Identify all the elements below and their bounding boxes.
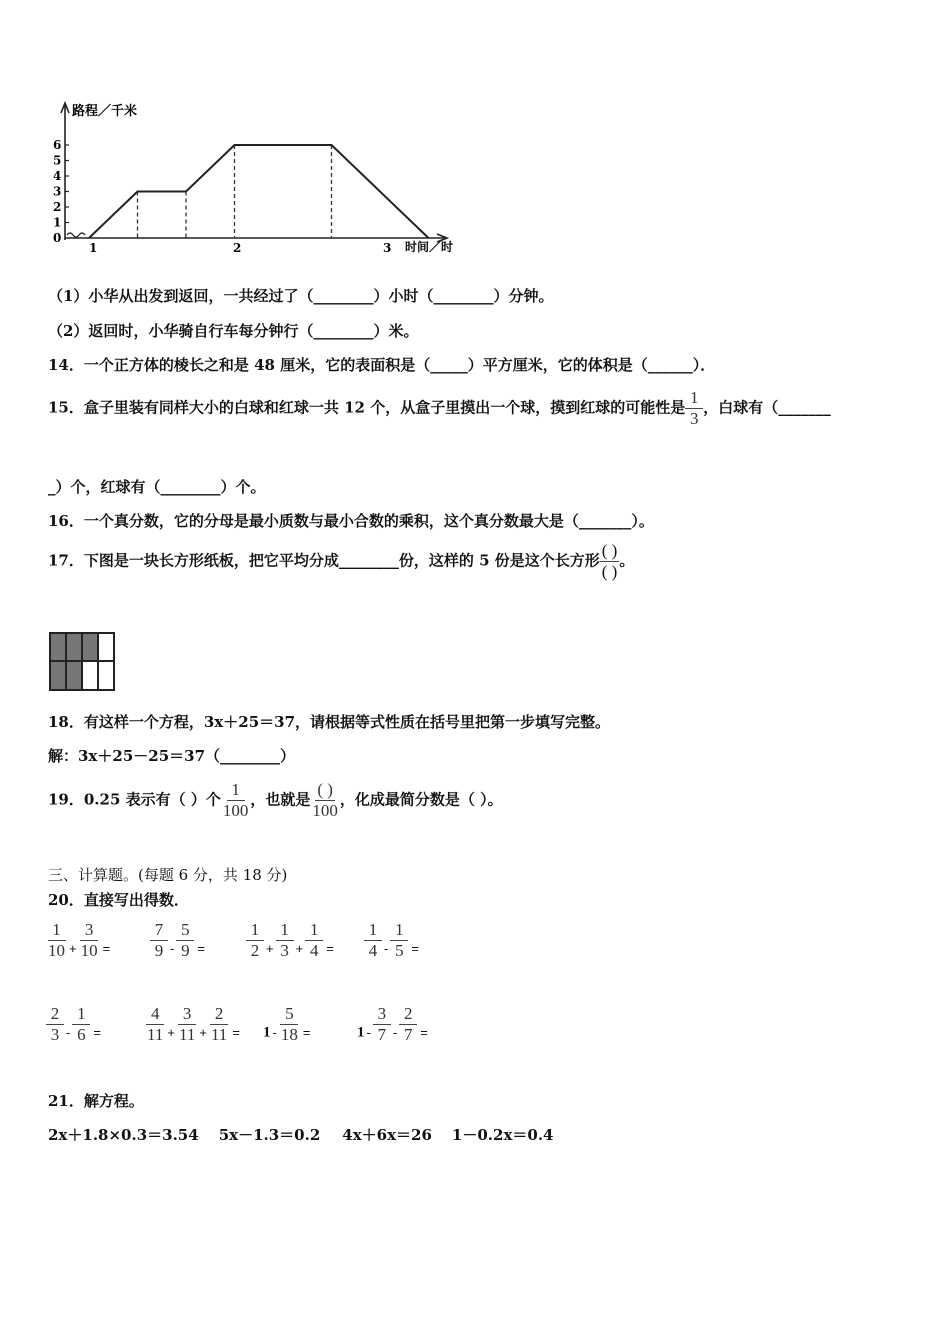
calc-den: 9 (154, 941, 164, 960)
q17-frac-num: ( ) (601, 541, 618, 560)
calc-op: - (272, 1024, 277, 1040)
calc-num: 2 (46, 1004, 64, 1025)
calc-num: 1 (246, 920, 264, 941)
q19-f1-den: 100 (222, 801, 249, 820)
q19-f2-den: 100 (312, 801, 338, 820)
rectangle-grid (49, 632, 117, 692)
q19-fraction-2 (310, 780, 340, 821)
x-axis-label: 时间／时 (405, 240, 454, 254)
calc-fraction (145, 1004, 165, 1045)
q19-text-b: ，也就是 (250, 790, 311, 809)
calc-op: - (366, 1024, 371, 1040)
y-tick-label: 5 (53, 153, 62, 168)
calc-den: 7 (403, 1025, 413, 1044)
y-tick-label: 3 (53, 184, 62, 199)
calc-den: 11 (210, 1025, 228, 1044)
calc-fraction (72, 1004, 90, 1045)
calc-num: 1 (72, 1004, 90, 1025)
q18-answer: 解：3x＋25－25＝37（________） (48, 747, 296, 765)
calc-op: + (167, 1024, 175, 1040)
section3-title: 三、计算题。(每题 6 分，共 18 分) (48, 866, 288, 884)
calc-fraction (209, 1004, 229, 1045)
calc-fraction (276, 920, 294, 961)
q21-text: 21．解方程。 (48, 1092, 144, 1110)
calc-item (357, 1004, 428, 1045)
distance-time-graph (40, 95, 480, 260)
calc-num: 5 (176, 920, 194, 941)
q19-text-c: ，化成最简分数是（ ）。 (339, 790, 503, 809)
calc-fraction (177, 1004, 197, 1045)
calc-lead: 1 (263, 1024, 271, 1041)
q19-text-a: 19．0.25 表示有（ ）个 (48, 790, 221, 809)
calc-den: 18 (280, 1025, 298, 1044)
calc-op: + (69, 940, 77, 956)
calc-den: 10 (48, 941, 65, 960)
calc-fraction (279, 1004, 300, 1045)
calc-fraction (399, 1004, 417, 1045)
calc-num: 1 (305, 920, 323, 941)
calc-den: 4 (368, 941, 378, 960)
calc-item (263, 1004, 310, 1045)
distance-line (89, 145, 429, 238)
calc-fraction (364, 920, 382, 961)
calc-fraction (373, 1004, 391, 1045)
calc-item (364, 920, 419, 961)
calc-fraction (46, 920, 67, 961)
calc-fraction (305, 920, 323, 961)
calc-lead: 1 (357, 1024, 365, 1041)
calc-num: 3 (80, 920, 98, 941)
y-tick-label: 1 (53, 215, 62, 230)
calc-fraction (176, 920, 194, 961)
q15-frac-den: 3 (689, 409, 699, 428)
calc-den: 6 (77, 1025, 86, 1044)
calc-fraction (390, 920, 408, 961)
y-tick-label: 4 (53, 169, 62, 183)
calc-den: 10 (80, 941, 98, 960)
calc-equals: = (197, 940, 205, 956)
calc-item (46, 920, 110, 961)
calc-den: 3 (280, 941, 289, 960)
calc-den: 5 (395, 941, 404, 960)
q17-end: 。 (619, 551, 635, 570)
q17-text: 17．下图是一块长方形纸板，把它平均分成________份，这样的 5 份是这个长方形 (48, 551, 600, 570)
q15 (48, 388, 831, 429)
calc-den: 2 (250, 941, 260, 960)
axis-break (67, 233, 85, 237)
calc-den: 11 (147, 1025, 164, 1044)
q21-eq-2: 5x－1.3＝0.2 (218, 1126, 321, 1144)
q15-line2: _）个，红球有（________）个。 (48, 478, 266, 496)
calc-den: 9 (181, 941, 190, 960)
calc-num: 7 (150, 920, 168, 941)
calc-num: 4 (146, 1004, 164, 1025)
calc-num: 5 (280, 1004, 298, 1025)
calc-item (46, 1004, 101, 1045)
q18-text: 18．有这样一个方程，3x＋25＝37，请根据等式性质在括号里把第一步填写完整。 (48, 713, 611, 731)
calc-item (145, 1004, 240, 1045)
x-tick-label: 2 (233, 241, 242, 255)
q15-frac-num: 1 (685, 388, 703, 409)
q19-fraction-1 (221, 780, 251, 821)
q17-frac-den: ( ) (601, 562, 618, 581)
origin-label: 0 (53, 231, 62, 245)
calc-den: 3 (50, 1025, 60, 1044)
calc-fraction (246, 920, 264, 961)
calc-op: + (295, 940, 304, 956)
calc-den: 7 (377, 1025, 387, 1044)
calc-equals: = (326, 940, 334, 956)
calc-num: 3 (373, 1004, 391, 1025)
calc-fraction (46, 1004, 64, 1045)
calc-equals: = (232, 1024, 240, 1040)
y-tick-label: 2 (53, 200, 62, 214)
q15-text-a: 15．盒子里装有同样大小的白球和红球一共 12 个，从盒子里摸出一个球，摸到红球的可能性是 (48, 398, 686, 417)
calc-den: 4 (309, 941, 319, 960)
calc-num: 1 (276, 920, 294, 941)
q21-eq-1: 2x＋1.8×0.3＝3.54 (48, 1126, 199, 1144)
y-tick-label: 6 (53, 138, 62, 152)
q19-f1-num: 1 (227, 780, 245, 801)
calc-op: - (66, 1024, 71, 1040)
calc-op: - (384, 940, 389, 956)
q13-part1: （1）小华从出发到返回，一共经过了（________）小时（________）分钟。 (48, 287, 554, 305)
calc-num: 2 (210, 1004, 228, 1025)
q14-text: 14．一个正方体的棱长之和是 48 厘米，它的表面积是（_____）平方厘米，它的体积是（______）． (48, 356, 716, 374)
calc-item (246, 920, 334, 961)
calc-equals: = (411, 940, 419, 956)
calc-num: 1 (48, 920, 66, 941)
q21-equations (48, 1124, 553, 1145)
calc-op: - (170, 940, 175, 956)
calc-item (150, 920, 205, 961)
q17 (48, 541, 634, 582)
calc-equals: = (102, 940, 111, 956)
calc-op: + (266, 940, 274, 956)
calc-den: 11 (178, 1025, 196, 1044)
x-tick-label: 1 (89, 241, 98, 255)
calc-equals: = (302, 1024, 311, 1040)
calc-equals: = (420, 1024, 428, 1040)
calc-fraction (150, 920, 168, 961)
y-axis-label: 路程／千米 (72, 104, 138, 119)
calc-num: 2 (399, 1004, 417, 1025)
q13-part2: （2）返回时，小华骑自行车每分钟行（________）米。 (48, 322, 419, 340)
x-tick-label: 3 (383, 241, 392, 255)
calc-op: + (199, 1024, 207, 1040)
q19 (48, 780, 503, 821)
calc-op: - (392, 1024, 398, 1040)
calc-equals: = (93, 1024, 101, 1040)
q20-text: 20．直接写出得数． (48, 891, 189, 909)
q17-fraction (600, 541, 620, 582)
calc-fraction (79, 920, 100, 961)
q16-text: 16．一个真分数，它的分母是最小质数与最小合数的乘积，这个真分数最大是（_______）。 (48, 512, 654, 530)
calc-num: 1 (390, 920, 408, 941)
q19-f2-num: ( ) (317, 780, 333, 799)
calc-num: 1 (364, 920, 382, 941)
q15-fraction (685, 388, 703, 429)
q21-eq-4: 1－0.2x＝0.4 (451, 1126, 554, 1144)
q15-text-b: ，白球有（_______ (703, 398, 831, 417)
q21-eq-3: 4x＋6x＝26 (342, 1126, 432, 1144)
calc-num: 3 (178, 1004, 196, 1025)
